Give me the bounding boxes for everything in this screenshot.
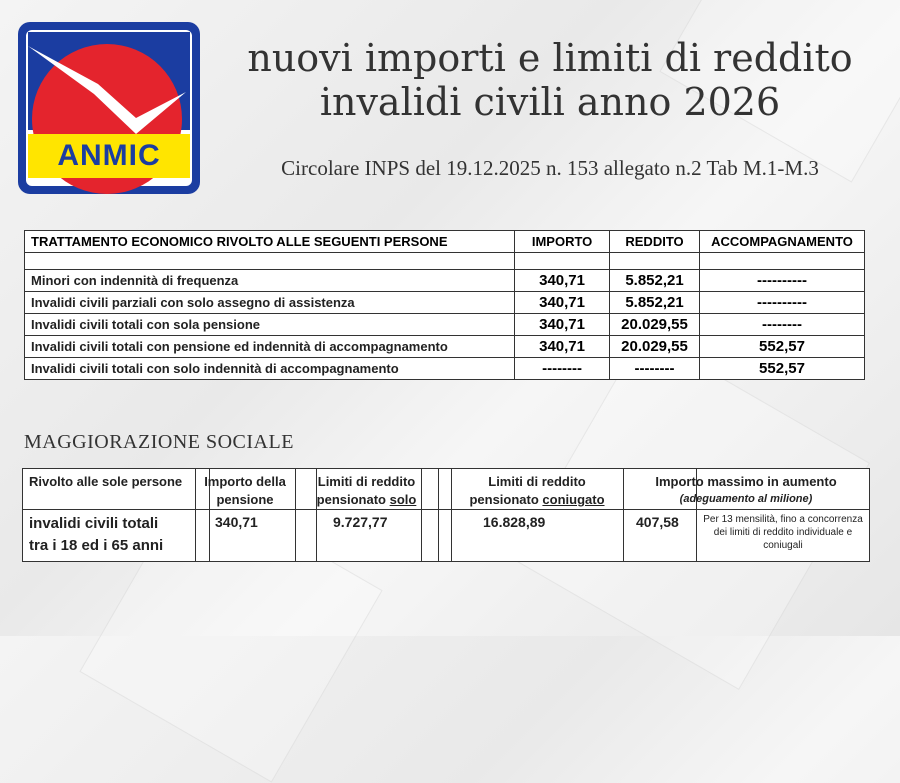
row-limite-coniugato: 16.828,89 xyxy=(483,514,546,530)
page-subtitle: Circolare INPS del 19.12.2025 n. 153 allegato n.2 Tab M.1-M.3 xyxy=(281,156,819,180)
table-row: Invalidi civili totali con sola pensione 340,71 20.029,55 -------- xyxy=(25,314,865,336)
header-importo-massimo: Importo massimo in aumento (adeguamento al milione) xyxy=(655,474,837,505)
table-row: Minori con indennità di frequenza 340,71 5.852,21 ---------- xyxy=(25,270,865,292)
header-accompagnamento: ACCOMPAGNAMENTO xyxy=(700,231,865,253)
header-limiti-coniugato: Limiti di reddito pensionato coniugato xyxy=(469,474,605,507)
row-importo: 340,71 xyxy=(215,514,258,530)
table-row: Invalidi civili totali con pensione ed indennità di accompagnamento 340,71 20.029,55 552,57 xyxy=(25,336,865,358)
table-row: Invalidi civili totali con solo indennità di accompagnamento -------- -------- 552,57 xyxy=(25,358,865,380)
header-reddito: REDDITO xyxy=(610,231,700,253)
section-title: MAGGIORAZIONE SOCIALE xyxy=(24,431,294,453)
logo-text: ANMIC xyxy=(57,139,161,172)
table-spacer-row xyxy=(25,253,865,270)
header-persone: Rivolto alle sole persone xyxy=(29,474,183,489)
header-importo: IMPORTO xyxy=(515,231,610,253)
maggiorazione-table xyxy=(22,468,870,562)
table-header-row xyxy=(25,231,865,253)
anmic-logo xyxy=(18,22,200,194)
header-limiti-solo: Limiti di reddito pensionato solo xyxy=(316,474,417,507)
row-limite-solo: 9.727,77 xyxy=(333,514,388,530)
header-importo-pensione: Importo della pensione xyxy=(204,474,286,507)
row-persone: invalidi civili totali tra i 18 ed i 65 anni xyxy=(29,515,164,554)
row-note: Per 13 mensilità, fino a concorrenza dei limiti di reddito individuale e coniugali xyxy=(703,514,863,551)
benefits-table xyxy=(24,230,865,380)
page-title: nuovi importi e limiti di reddito invalidi civili anno 2026 xyxy=(247,36,853,124)
row-importo-massimo: 407,58 xyxy=(636,514,679,530)
table-row: Invalidi civili parziali con solo assegno di assistenza 340,71 5.852,21 ---------- xyxy=(25,292,865,314)
header-treatment: TRATTAMENTO ECONOMICO RIVOLTO ALLE SEGUENTI PERSONE xyxy=(25,231,515,253)
